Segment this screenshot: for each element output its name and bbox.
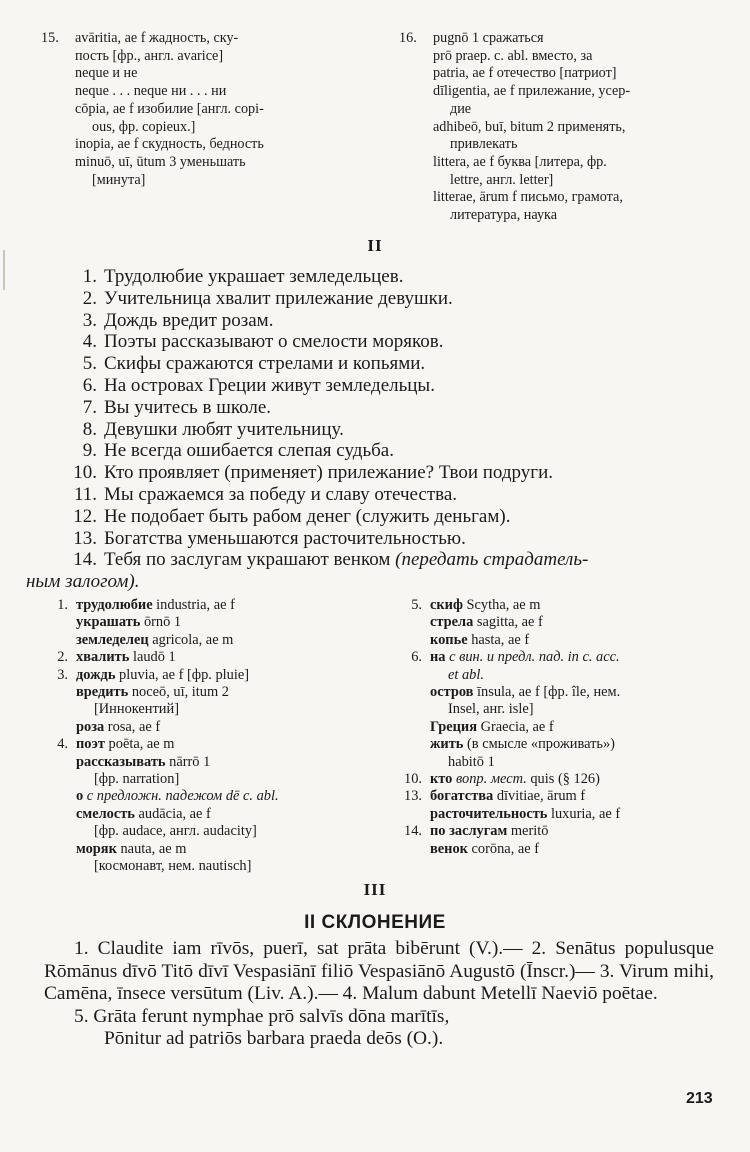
- glossary-text: смелость audācia, ae f: [76, 805, 211, 822]
- vocab-entry-continuation: ous, фр. copieux.]: [92, 118, 196, 135]
- glossary-number: 6.: [411, 649, 422, 666]
- sentence-text: Поэты рассказывают о смелости моряков.: [104, 331, 444, 353]
- glossary-headword: рассказывать: [76, 753, 166, 770]
- glossary-line: [44, 823, 364, 840]
- glossary-text: et abl.: [448, 666, 484, 683]
- vocab-entry: litterae, ārum f письмо, грамота,: [433, 189, 623, 206]
- glossary-text: венок corōna, ae f: [430, 840, 540, 857]
- glossary-number: [44, 632, 76, 649]
- glossary-text: по заслугам meritō: [430, 823, 549, 840]
- glossary-headword: Греция: [430, 718, 478, 735]
- instruction-note-wrap: ным залогом).: [26, 571, 140, 593]
- sentence-number: 10.: [73, 462, 97, 484]
- sentence-item: [40, 506, 720, 528]
- glossary-number: [44, 701, 76, 718]
- sentence-text: Богатства уменьшаются расточительностью.: [104, 527, 466, 549]
- glossary-number: 13.: [404, 788, 422, 805]
- glossary-headword: роза: [76, 718, 105, 735]
- declension-title: II СКЛОНЕНИЕ: [304, 912, 446, 933]
- latin-paragraph: 1. Claudite iam rīvōs, puerī, sat prāta bibērunt (V.).— 2. Senātus populusque Rōmānus dīvō Titō dīvī Vespasiānī filiō Vespasiānō Augustō (Īnscr.)— 3. Virum mihi, Camēna, īnsece versūtum (Liv. A.).— 4. Malum dabunt Metellī Naeviō poētae.: [44, 938, 714, 1004]
- glossary-text: земледелец agricola, ae m: [76, 631, 234, 648]
- glossary-text: роза rosa, ae f: [76, 718, 161, 735]
- vocab-entry: пость [фр., англ. avarice]: [75, 47, 224, 64]
- glossary-text: Insel, анг. isle]: [448, 701, 534, 718]
- sentence-number: 6.: [82, 374, 97, 396]
- glossary-line: [398, 823, 728, 840]
- glossary-text: [фр. narration]: [94, 771, 180, 788]
- sentence-text: На островах Греции живут земледельцы.: [104, 374, 435, 396]
- glossary-number: [44, 806, 76, 823]
- glossary-number: 4.: [57, 736, 68, 753]
- sentence-item: [40, 549, 720, 571]
- vocab-entry: prō praep. c. abl. вместо, за: [433, 47, 593, 64]
- glossary-text: стрела sagitta, ae f: [430, 614, 543, 631]
- glossary-text: богатства dīvitiae, ārum f: [430, 788, 586, 805]
- vocab-entry: minuō, uī, ūtum 3 уменьшать: [75, 153, 246, 170]
- sentence-item: [40, 331, 720, 353]
- vocab-16-column: [399, 30, 714, 225]
- glossary-text: остров īnsula, ae f [фр. île, нем.: [430, 684, 621, 701]
- poem-line: 5. Grāta ferunt nymphae prō salvīs dōna marītīs,: [74, 1005, 450, 1027]
- vocab-entry-continuation: литература, наука: [450, 207, 558, 224]
- glossary-text: [космонавт, нем. nautisch]: [94, 858, 252, 875]
- vocab-entry-continuation: привлекать: [450, 136, 518, 153]
- glossary-number: 3.: [57, 666, 68, 683]
- instruction-note: (передать страдатель-: [390, 549, 589, 571]
- sentence-vocab-left: [44, 597, 364, 876]
- glossary-number: [398, 754, 430, 771]
- vocab-entry: neque и не: [75, 65, 138, 82]
- sentence-number: 7.: [82, 396, 97, 418]
- sentence-number: 2.: [82, 287, 97, 309]
- sentence-item: [40, 310, 720, 332]
- glossary-line: [398, 719, 728, 736]
- glossary-headword: украшать: [76, 614, 141, 631]
- sentence-text: Тебя по заслугам украшают венком (передать страдатель-: [104, 549, 589, 571]
- sentence-item: [40, 397, 720, 419]
- glossary-text: копье hasta, ae f: [430, 631, 530, 648]
- sentence-item: [40, 440, 720, 462]
- glossary-line: [398, 684, 728, 701]
- glossary-text: скиф Scytha, ae m: [430, 597, 541, 613]
- glossary-text: кто вопр. мест. quis (§ 126): [430, 771, 600, 788]
- glossary-line: [398, 632, 728, 649]
- glossary-headword: поэт: [76, 736, 105, 753]
- glossary-text: трудолюбие industria, ae f: [76, 597, 235, 613]
- glossary-line: [44, 806, 364, 823]
- glossary-number: 1.: [57, 597, 68, 613]
- glossary-number: [398, 667, 430, 684]
- sentence-number: 14.: [73, 549, 97, 571]
- glossary-headword: расточительность: [430, 805, 548, 822]
- section-heading-ii: II: [367, 236, 383, 255]
- glossary-line: [398, 736, 728, 753]
- vocab-entry: 15. avāritia, ae f жадность, ску-: [41, 30, 239, 46]
- sentence-text: Не всегда ошибается слепая судьба.: [104, 440, 394, 462]
- glossary-text: жить (в смысле «проживать»): [430, 736, 615, 753]
- vocab-entry: inopia, ae f скудность, бедность: [75, 136, 264, 153]
- glossary-text: хвалить laudō 1: [76, 649, 176, 666]
- glossary-line: [44, 771, 364, 788]
- vocab-entry-continuation: [минута]: [92, 171, 146, 188]
- glossary-number: [44, 771, 76, 788]
- glossary-text: Греция Graecia, ae f: [430, 718, 554, 735]
- sentence-text: Скифы сражаются стрелами и копьями.: [104, 353, 426, 375]
- vocab-entry: adhibeō, buī, bitum 2 применять,: [433, 118, 626, 135]
- glossary-number: [398, 614, 430, 631]
- sentence-text: Девушки любят учительницу.: [104, 418, 344, 440]
- glossary-headword: трудолюбие: [76, 597, 153, 613]
- glossary-text: дождь pluvia, ae f [фр. pluie]: [76, 666, 250, 683]
- sentence-number: 13.: [73, 527, 97, 549]
- glossary-line: [398, 614, 728, 631]
- sentence-text: Дождь вредит розам.: [104, 309, 274, 331]
- glossary-headword: остров: [430, 684, 474, 701]
- sentence-item: [40, 266, 720, 288]
- glossary-line: [44, 632, 364, 649]
- glossary-text: рассказывать nārrō 1: [76, 753, 211, 770]
- sentence-text: Вы учитесь в школе.: [104, 396, 272, 418]
- glossary-line: [398, 754, 728, 771]
- glossary-headword: по заслугам: [430, 823, 508, 840]
- sentence-number: 9.: [82, 440, 97, 462]
- glossary-line: [398, 841, 728, 858]
- sentence-item: [40, 288, 720, 310]
- sentence-item: [40, 419, 720, 441]
- glossary-number: [44, 823, 76, 840]
- sentence-item: [40, 353, 720, 375]
- vocab-entry: littera, ae f буква [литера, фр.: [433, 153, 607, 170]
- glossary-line: [398, 788, 728, 805]
- glossary-line: [398, 649, 728, 666]
- glossary-number: 2.: [57, 649, 68, 666]
- glossary-number: 10.: [404, 771, 422, 788]
- section-heading-iii: III: [363, 880, 387, 899]
- vocab-entry: cōpia, ae f изобилие [англ. copi-: [75, 100, 264, 117]
- sentence-number: 1.: [82, 266, 97, 287]
- glossary-number: [398, 841, 430, 858]
- glossary-headword: венок: [430, 840, 468, 857]
- vocab-entry-continuation: lettre, англ. letter]: [450, 171, 554, 188]
- glossary-line: [44, 858, 364, 875]
- sentence-text: Трудолюбие украшает земледельцев.: [104, 266, 404, 287]
- glossary-number: [44, 719, 76, 736]
- glossary-headword: хвалить: [76, 649, 130, 666]
- glossary-headword: дождь: [76, 666, 116, 683]
- glossary-number: [398, 632, 430, 649]
- sentence-number: 3.: [82, 309, 97, 331]
- glossary-line: [44, 649, 364, 666]
- sentence-number: 11.: [73, 483, 97, 505]
- sentence-item: [40, 375, 720, 397]
- glossary-line: [398, 806, 728, 823]
- glossary-headword: о: [76, 788, 84, 805]
- glossary-line: [44, 597, 364, 614]
- glossary-headword: копье: [430, 631, 468, 648]
- vocab-15-column: [41, 30, 364, 189]
- sentence-number: 5.: [82, 353, 97, 375]
- sentence-vocab-right: [398, 597, 728, 858]
- glossary-number: 5.: [411, 597, 422, 613]
- glossary-line: [398, 701, 728, 718]
- glossary-line: [44, 841, 364, 858]
- sentence-number: 4.: [82, 331, 97, 353]
- glossary-line: [398, 597, 728, 614]
- vocab-entry: neque . . . neque ни . . . ни: [75, 83, 227, 100]
- glossary-text: habitō 1: [448, 753, 495, 770]
- margin-scan-mark: [3, 250, 5, 290]
- glossary-line: [398, 771, 728, 788]
- translation-sentences: [26, 266, 720, 593]
- glossary-text: поэт poēta, ae m: [76, 736, 175, 753]
- sentence-number: 12.: [73, 505, 97, 527]
- glossary-text: на с вин. и предл. пад. in c. acc.: [430, 649, 620, 666]
- sentence-item: [40, 462, 720, 484]
- sentence-number: 8.: [82, 418, 97, 440]
- sentence-item: [40, 484, 720, 506]
- glossary-line: [398, 667, 728, 684]
- glossary-number: [44, 788, 76, 805]
- poem-line: Pōnitur ad patriōs barbara praeda deōs (O.).: [104, 1028, 444, 1049]
- vocab-entry: 16. pugnō 1 сражаться: [399, 30, 544, 46]
- vocab-entry-continuation: дие: [450, 100, 472, 117]
- glossary-headword: смелость: [76, 805, 135, 822]
- glossary-number: [44, 754, 76, 771]
- page-number: 213: [686, 1090, 713, 1107]
- glossary-text: о с предложн. падежом dē c. abl.: [76, 788, 279, 805]
- glossary-line: [44, 736, 364, 753]
- sentence-text: Кто проявляет (применяет) прилежание? Твои подруги.: [104, 462, 553, 484]
- sentence-text: Учительница хвалит прилежание девушки.: [104, 287, 453, 309]
- glossary-line: [44, 667, 364, 684]
- glossary-line: [44, 719, 364, 736]
- glossary-number: [398, 736, 430, 753]
- glossary-number: [398, 719, 430, 736]
- glossary-headword: стрела: [430, 614, 474, 631]
- glossary-headword: скиф: [430, 597, 463, 613]
- glossary-number: [398, 701, 430, 718]
- glossary-number: [44, 841, 76, 858]
- glossary-headword: кто: [430, 771, 453, 788]
- vocab-entry: dīligentia, ae f прилежание, усер-: [433, 83, 631, 100]
- glossary-text: вредить noceō, uī, itum 2: [76, 684, 229, 701]
- glossary-text: [фр. audace, англ. audacity]: [94, 823, 257, 840]
- latin-exercises: [44, 938, 714, 1051]
- glossary-line: [44, 614, 364, 631]
- glossary-line: [44, 701, 364, 718]
- glossary-number: 14.: [404, 823, 422, 840]
- glossary-line: [44, 788, 364, 805]
- glossary-line: [44, 684, 364, 701]
- glossary-headword: богатства: [430, 788, 494, 805]
- glossary-number: [398, 806, 430, 823]
- sentence-text: Не подобает быть рабом денег (служить деньгам).: [104, 505, 511, 527]
- glossary-headword: на: [430, 649, 446, 666]
- glossary-text: расточительность luxuria, ae f: [430, 805, 621, 822]
- glossary-headword: моряк: [76, 840, 117, 857]
- glossary-headword: земледелец: [76, 631, 149, 648]
- glossary-number: [44, 858, 76, 875]
- glossary-headword: вредить: [76, 684, 129, 701]
- sentence-item: [40, 528, 720, 550]
- sentence-text: Мы сражаемся за победу и славу отечества.: [104, 483, 458, 505]
- glossary-number: [44, 614, 76, 631]
- glossary-number: [398, 684, 430, 701]
- glossary-number: [44, 684, 76, 701]
- vocab-entry: patria, ae f отечество [патриот]: [433, 65, 617, 82]
- glossary-text: [Иннокентий]: [94, 701, 179, 718]
- glossary-line: [44, 754, 364, 771]
- glossary-text: моряк nauta, ae m: [76, 840, 187, 857]
- glossary-text: украшать ōrnō 1: [76, 614, 182, 631]
- glossary-headword: жить: [430, 736, 464, 753]
